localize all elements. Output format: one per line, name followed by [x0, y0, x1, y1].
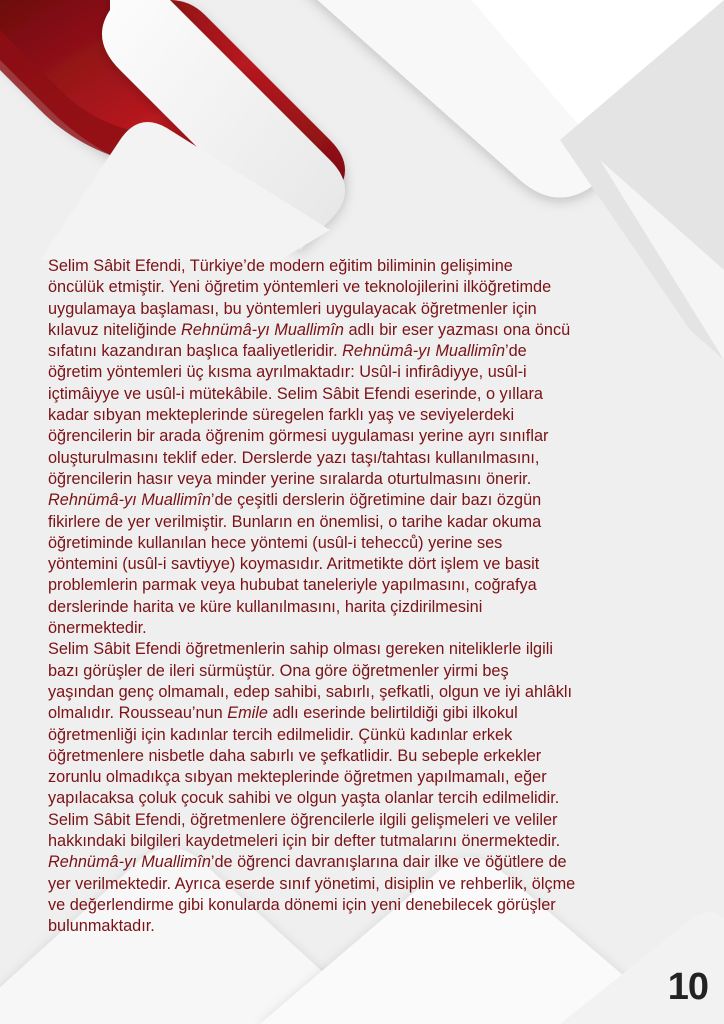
text-segment: öncülük etmiştir. Yeni öğretim yöntemleri ve teknolojilerini ilköğretimde: [48, 278, 552, 297]
text-segment: ’de öğrenci davranışlarına dair ilke ve öğütlere de: [210, 853, 567, 872]
text-line: [48, 767, 680, 788]
text-segment: hakkındaki bilgileri kaydetmeleri için bir defter tutmalarını önermektedir.: [48, 832, 561, 851]
paragraph: [48, 256, 680, 639]
text-line: [48, 874, 680, 895]
text-line: [48, 320, 680, 341]
text-segment: yer verilmektedir. Ayrıca eserde sınıf yönetimi, disiplin ve rehberlik, ölçme: [48, 874, 576, 893]
text-segment: fikirlere de yer verilmiştir. Bunların en önemlisi, o tarihe kadar okuma: [48, 512, 542, 531]
text-segment: yaşından genç olmamalı, edep sahibi, sabırlı, şefkatli, olgun ve iyi ahlâklı: [48, 682, 572, 701]
text-line: [48, 788, 680, 809]
text-line: [48, 405, 680, 426]
text-segment: ’de çeşitli derslerin öğretimine dair bazı özgün: [210, 491, 542, 510]
text-line: [48, 618, 680, 639]
text-line: [48, 810, 680, 831]
text-segment: sıfatını kazandıran başlıca faaliyetleridir.: [48, 342, 343, 361]
text-segment: ’de: [505, 342, 527, 361]
text-segment: öğrencilerin bir arada öğrenim görmesi uygulaması yerine ayrı sınıflar: [48, 427, 549, 446]
text-segment: ve değerlendirme gibi konularda dönemi için yeni denebilecek görüşler: [48, 895, 556, 914]
text-segment: adlı eserinde belirtildiği gibi ilkokul: [267, 704, 518, 723]
text-segment: problemlerin parmak veya hububat taneleriyle yapılmasını, coğrafya: [48, 576, 537, 595]
text-line: [48, 916, 680, 937]
text-line: [48, 597, 680, 618]
text-line: [48, 256, 680, 277]
italic-title: Rehnümâ-yı Muallimîn: [48, 853, 211, 872]
text-segment: öğretim yöntemleri üç kısma ayrılmaktadır: Usûl-i infirâdiyye, usûl-i: [48, 363, 527, 382]
text-line: [48, 490, 680, 511]
text-line: [48, 831, 680, 852]
text-line: [48, 575, 680, 596]
text-segment: Selim Sâbit Efendi öğretmenlerin sahip olması gereken niteliklerle ilgili: [48, 640, 553, 659]
text-segment: öğretmenliği için kadınlar tercih edilmelidir. Çünkü kadınlar erkek: [48, 725, 513, 744]
text-line: [48, 384, 680, 405]
paragraph: [48, 639, 680, 937]
text-line: [48, 299, 680, 320]
text-segment: adlı bir eser yazması ona öncü: [343, 320, 571, 339]
text-line: [48, 703, 680, 724]
text-segment: bazı görüşler de ileri sürmüştür. Ona göre öğretmenler yirmi beş: [48, 661, 509, 680]
text-line: [48, 277, 680, 298]
text-line: [48, 533, 680, 554]
text-line: [48, 469, 680, 490]
text-segment: Selim Sâbit Efendi, Türkiye’de modern eğitim biliminin gelişimine: [48, 257, 513, 275]
text-segment: öğretmenlere nisbetle daha sabırlı ve şefkatlidir. Bu sebeple erkekler: [48, 746, 542, 765]
text-line: [48, 661, 680, 682]
page-number: 10: [667, 966, 708, 1008]
text-line: [48, 682, 680, 703]
italic-title: Rehnümâ-yı Muallimîn: [342, 342, 505, 361]
text-line: [48, 746, 680, 767]
text-segment: kadar sıbyan mekteplerinde süregelen farklı yaş ve seviyelerdeki: [48, 406, 515, 425]
italic-title: Rehnümâ-yı Muallimîn: [181, 320, 344, 339]
text-segment: kılavuz niteliğinde: [48, 320, 182, 339]
text-line: [48, 725, 680, 746]
text-segment: olmalıdır. Rousseau’nun: [48, 704, 228, 723]
text-line: [48, 341, 680, 362]
text-segment: yapılacaksa çoluk çocuk sahibi ve olgun yaşta olanlar tercih edilmelidir.: [48, 789, 560, 808]
text-segment: Selim Sâbit Efendi, öğretmenlere öğrencilerle ilgili gelişmeleri ve veliler: [48, 810, 558, 829]
text-segment: uygulamaya başlaması, bu yöntemleri uygulayacak öğretmenler için: [48, 299, 537, 318]
text-segment: içtimâiyye ve usûl-i mütekâbile. Selim Sâbit Efendi eserinde, o yıllara: [48, 384, 543, 403]
text-segment: önermektedir.: [48, 619, 147, 638]
text-segment: derslerinde harita ve küre kullanılmasını, harita çizdirilmesini: [48, 597, 483, 616]
text-line: [48, 426, 680, 447]
text-segment: zorunlu olmadıkça sıbyan mekteplerinde öğretmen yapılmamalı, eğer: [48, 768, 547, 787]
italic-title: Emile: [227, 704, 268, 723]
text-line: [48, 895, 680, 916]
text-segment: öğrencilerin hasır veya minder yerine sıralarda oturtulmasını önerir.: [48, 469, 532, 488]
text-segment: yöntemini (usûl-i savtiyye) koymasıdır. Aritmetikte dört işlem ve basit: [48, 555, 540, 574]
text-line: [48, 554, 680, 575]
text-segment: bulunmaktadır.: [48, 917, 155, 936]
text-segment: oluşturulmasını teklif eder. Derslerde yazı taşı/tahtası kullanılmasını,: [48, 448, 540, 467]
text-line: [48, 448, 680, 469]
text-line: [48, 362, 680, 383]
italic-title: Rehnümâ-yı Muallimîn: [48, 491, 211, 510]
text-line: [48, 852, 680, 873]
text-line: [48, 512, 680, 533]
text-line: [48, 639, 680, 660]
text-segment: öğretiminde kullanılan hece yöntemi (usûl-i tehecců) yerine ses: [48, 533, 503, 552]
body-text: [48, 256, 680, 938]
